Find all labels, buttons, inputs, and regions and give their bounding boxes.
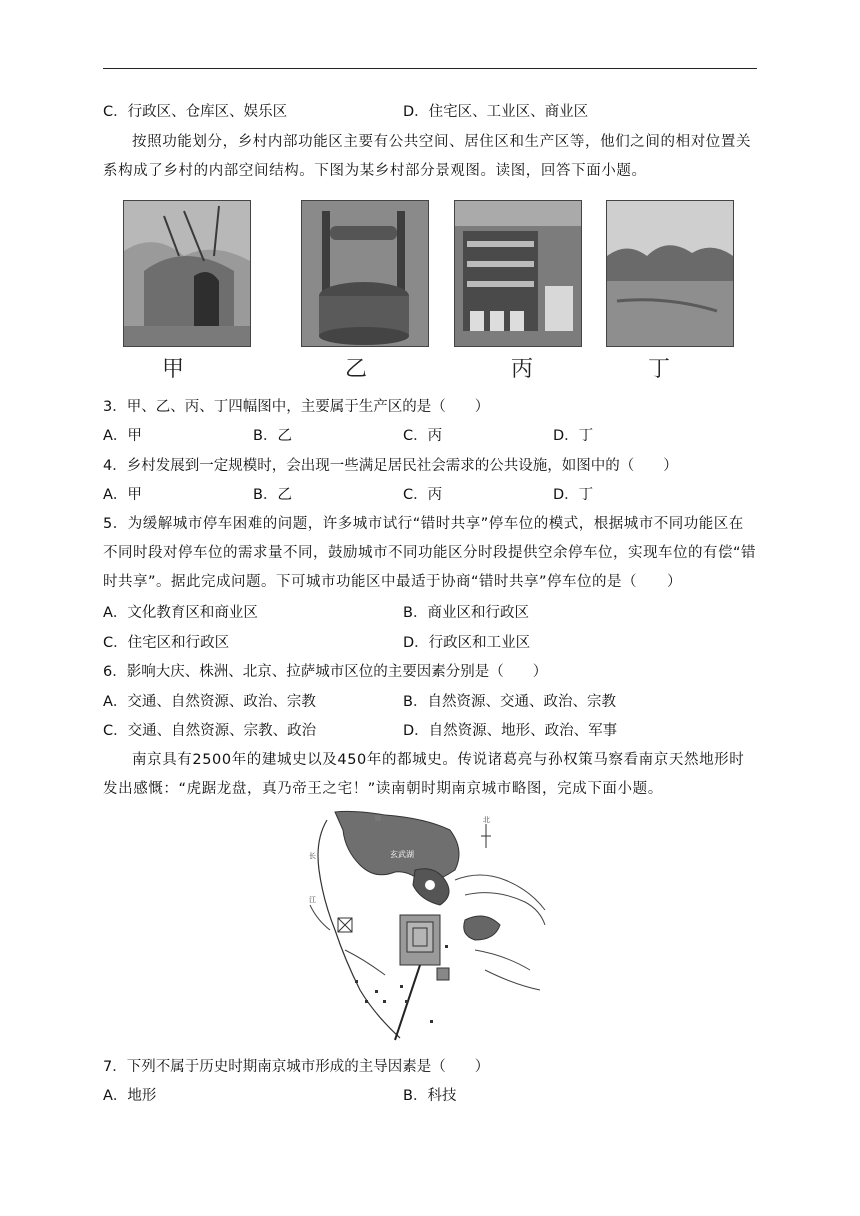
question-5-option-d: D．行政区和工业区 <box>403 635 531 651</box>
river-label-1: 长 <box>309 852 316 860</box>
question-6-option-b: B．自然资源、交通、政治、宗教 <box>403 694 616 710</box>
photo-bing-shop <box>454 200 582 347</box>
question-3-stem: 3．甲、乙、丙、丁四幅图中，主要属于生产区的是（ ） <box>103 399 490 415</box>
question-4-option-c: C．丙 <box>403 487 443 503</box>
caption-bing: 丙 <box>511 357 534 382</box>
photo-jia-cave-dwelling <box>123 200 251 347</box>
question-7-option-b: B．科技 <box>403 1088 457 1104</box>
question-5-option-a: A．文化教育区和商业区 <box>103 605 258 621</box>
caption-yi: 乙 <box>345 357 368 382</box>
question-4-option-b: B．乙 <box>253 487 292 503</box>
question-6-option-d: D．自然资源、地形、政治、军事 <box>403 723 618 739</box>
caption-jia: 甲 <box>162 357 185 382</box>
question-7-option-a: A．地形 <box>103 1088 157 1104</box>
question-5-option-b: B．商业区和行政区 <box>403 605 529 621</box>
question-7-stem: 7．下列不属于历史时期南京城市形成的主导因素是（ ） <box>103 1059 490 1075</box>
question-6-option-a: A．交通、自然资源、政治、宗教 <box>103 694 316 710</box>
river-label-2: 江 <box>309 896 316 904</box>
question-6-option-c: C．交通、自然资源、宗教、政治 <box>103 723 317 739</box>
lake-label: 玄武湖 <box>390 850 414 859</box>
question-3-option-d: D．丁 <box>553 428 594 444</box>
header-rule <box>103 68 757 69</box>
caption-ding: 丁 <box>648 357 671 382</box>
question-6-stem: 6．影响大庆、株洲、北京、拉萨城市区位的主要因素分别是（ ） <box>103 664 548 680</box>
question-3-option-a: A．甲 <box>103 428 142 444</box>
question-3-option-b: B．乙 <box>253 428 292 444</box>
question-5-stem: 5．为缓解城市停车困难的问题，许多城市试行“错时共享”停车位的模式，根据城市不同功能区在不同时段对停车位的需求量不同，鼓励城市不同功能区分时段提供空余停车位，实现车位的有偿“错时共享”。据此完成问题。下可城市功能区中最适于协商“错时共享”停车位的是（ ） <box>103 516 757 590</box>
photo-ding-field <box>606 200 734 347</box>
question-5-option-c: C．住宅区和行政区 <box>103 635 230 651</box>
nanjing-southern-dynasties-map <box>305 810 547 1042</box>
question-3-option-c: C．丙 <box>403 428 443 444</box>
question-4-option-a: A．甲 <box>103 487 142 503</box>
question-4-option-d: D．丁 <box>553 487 594 503</box>
intro-paragraph-2: 南京具有2500年的建城史以及450年的都城史。传说诸葛亮与孙权策马察看南京天然地形时发出感慨：“虎踞龙盘，真乃帝王之宅！”读南朝时期南京城市略图，完成下面小题。 <box>103 752 745 797</box>
option-d-prev: D．住宅区、工业区、商业区 <box>403 104 589 120</box>
intro-paragraph-1: 按照功能划分，乡村内部功能区主要有公共空间、居住区和生产区等，他们之间的相对位置关系构成了乡村的内部空间结构。下图为某乡村部分景观图。读图，回答下面小题。 <box>103 134 752 179</box>
question-4-stem: 4．乡村发展到一定规模时，会出现一些满足居民社会需求的公共设施，如图中的（ ） <box>103 458 678 474</box>
option-c-prev: C．行政区、仓库区、娱乐区 <box>103 104 288 120</box>
photo-yi-well <box>301 200 429 347</box>
north-arrow-label: 北 <box>483 816 490 824</box>
